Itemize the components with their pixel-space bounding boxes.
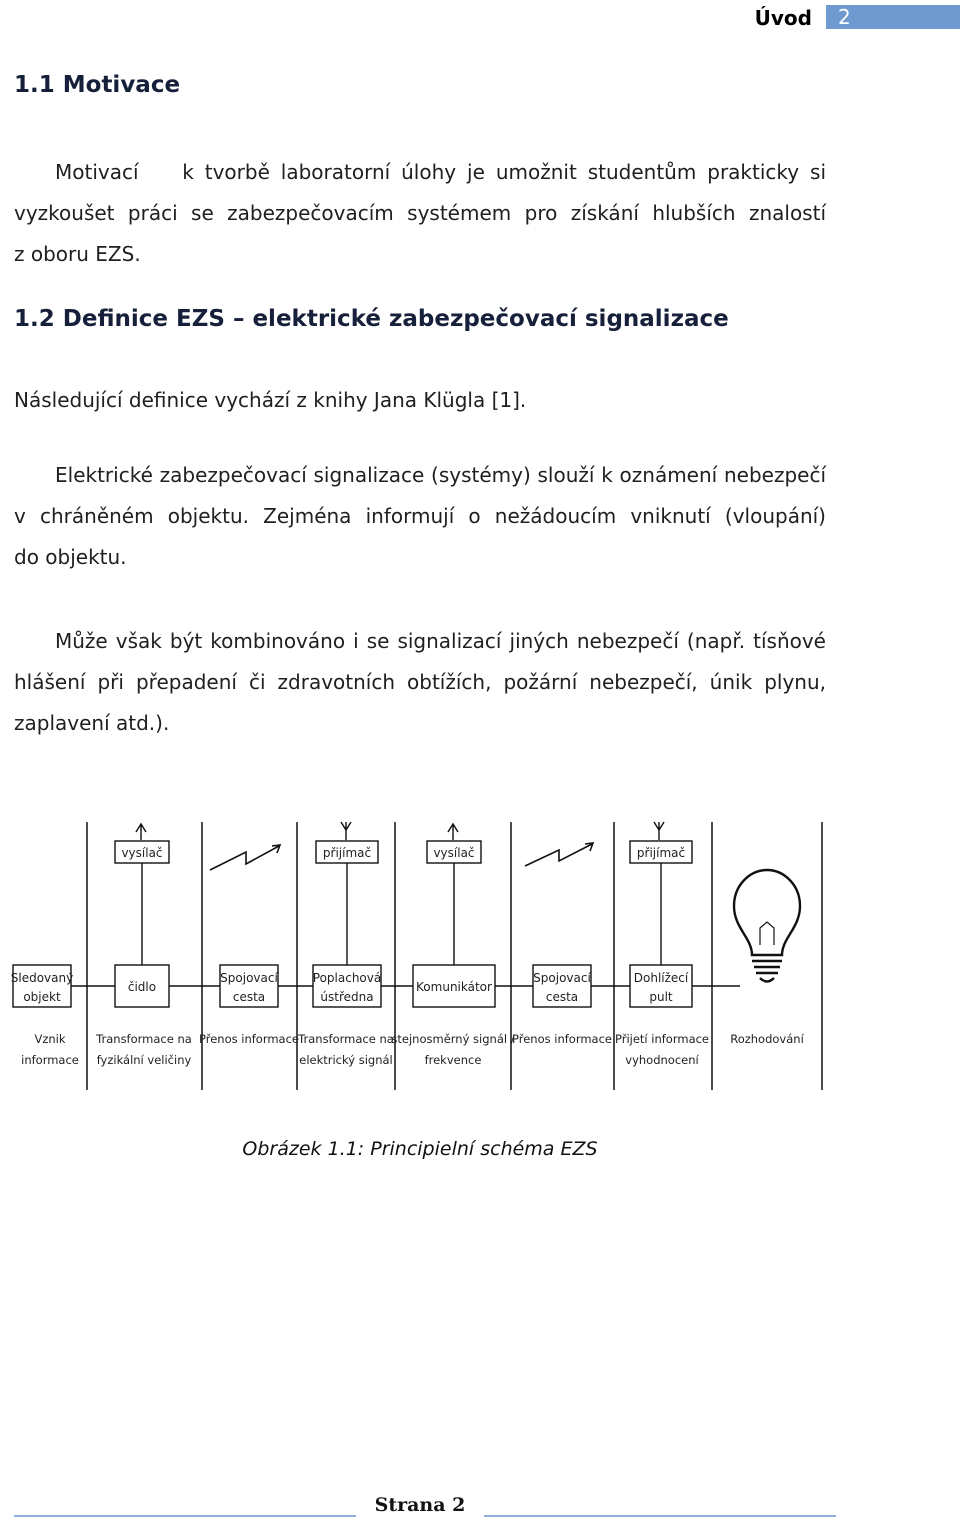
process-label: fyzikální veličiny <box>96 1053 192 1067</box>
transmit-antenna-icon <box>136 824 146 840</box>
process-label: Rozhodování <box>730 1032 804 1046</box>
transmit-antenna-icon <box>448 824 458 840</box>
process-label: Transformace na <box>298 1032 394 1046</box>
process-label: vyhodnocení <box>625 1053 699 1067</box>
light-bulb-icon <box>734 870 800 982</box>
receive-antenna-icon <box>341 822 351 840</box>
ezs-schema-diagram <box>0 810 960 1100</box>
chain-box-label: cesta <box>545 990 579 1004</box>
chain-box-label: Sledovaný <box>10 971 74 985</box>
process-label: Přijetí informace <box>614 1032 710 1046</box>
text-line: hlášení při přepadení či zdravotních obtížích, požární nebezpečí, únik plynu, <box>14 670 826 694</box>
wireless-link-icon <box>525 843 593 866</box>
chain-box-label: Spojovací <box>533 971 591 985</box>
footer-rule-right <box>484 1515 836 1517</box>
receive-antenna-icon <box>654 822 664 840</box>
process-label: elektrický signál <box>299 1053 393 1067</box>
header-page-number: 2 <box>826 5 960 29</box>
chain-box-label: Poplachová <box>312 971 382 985</box>
figure-caption-text: Principielní schéma EZS <box>364 1138 598 1160</box>
text-line: Motivací k tvorbě laboratorní úlohy je umožnit studentům prakticky si <box>55 160 826 184</box>
footer-page-label: Strana 2 <box>374 1494 466 1516</box>
footer-rule-left <box>14 1515 356 1517</box>
paragraph-motivace <box>14 152 826 275</box>
text-line: Elektrické zabezpečovací signalizace (systémy) slouží k oznámení nebezpečí <box>55 463 826 487</box>
text-line: vyzkoušet práci se zabezpečovacím systémem pro získání hlubších znalostí <box>14 201 826 225</box>
figure-caption-label: Obrázek 1.1: <box>242 1138 365 1160</box>
process-label: Přenos informace <box>512 1032 612 1046</box>
text-line: zaplavení atd.). <box>14 711 170 735</box>
chain-box-label: cesta <box>232 990 266 1004</box>
paragraph-intro: Následující definice vychází z knihy Jana Klügla [1]. <box>14 388 527 412</box>
figure-caption <box>0 1138 840 1160</box>
chain-box-label: pult <box>649 990 673 1004</box>
header-chapter-title: Úvod <box>754 6 812 30</box>
wireless-link-icon <box>210 845 280 870</box>
process-label: informace <box>21 1053 79 1067</box>
chain-box-label: Dohlížecí <box>633 971 689 985</box>
section-heading-definice: 1.2 Definice EZS – elektrické zabezpečovací signalizace <box>14 306 729 332</box>
process-label: frekvence <box>424 1053 482 1067</box>
chain-box-label: Spojovací <box>220 971 278 985</box>
chain-box-label: ústředna <box>320 990 374 1004</box>
process-label: stejnosměrný signál / <box>391 1032 515 1046</box>
paragraph-definition <box>14 455 826 578</box>
top-box-label: vysílač <box>121 846 163 860</box>
process-label: Vznik <box>34 1032 66 1046</box>
chain-box-label: objekt <box>23 990 61 1004</box>
text-line: v chráněném objektu. Zejména informují o nežádoucím vniknutí (vloupání) <box>14 504 826 528</box>
text-line: z oboru EZS. <box>14 242 141 266</box>
text-line: Může však být kombinováno i se signalizací jiných nebezpečí (např. tísňové <box>55 629 826 653</box>
section-heading-motivace: 1.1 Motivace <box>14 72 181 98</box>
process-label: Transformace na <box>96 1032 192 1046</box>
chain-box-label: čidlo <box>127 980 157 994</box>
antenna-icons <box>136 822 664 840</box>
top-box-label: vysílač <box>433 846 475 860</box>
text-line: do objektu. <box>14 545 127 569</box>
top-box-label: přijímač <box>322 846 372 860</box>
paragraph-combination <box>14 621 826 744</box>
top-box-label: přijímač <box>636 846 686 860</box>
chain-box-label: Komunikátor <box>416 980 492 994</box>
process-label: Přenos informace <box>199 1032 299 1046</box>
